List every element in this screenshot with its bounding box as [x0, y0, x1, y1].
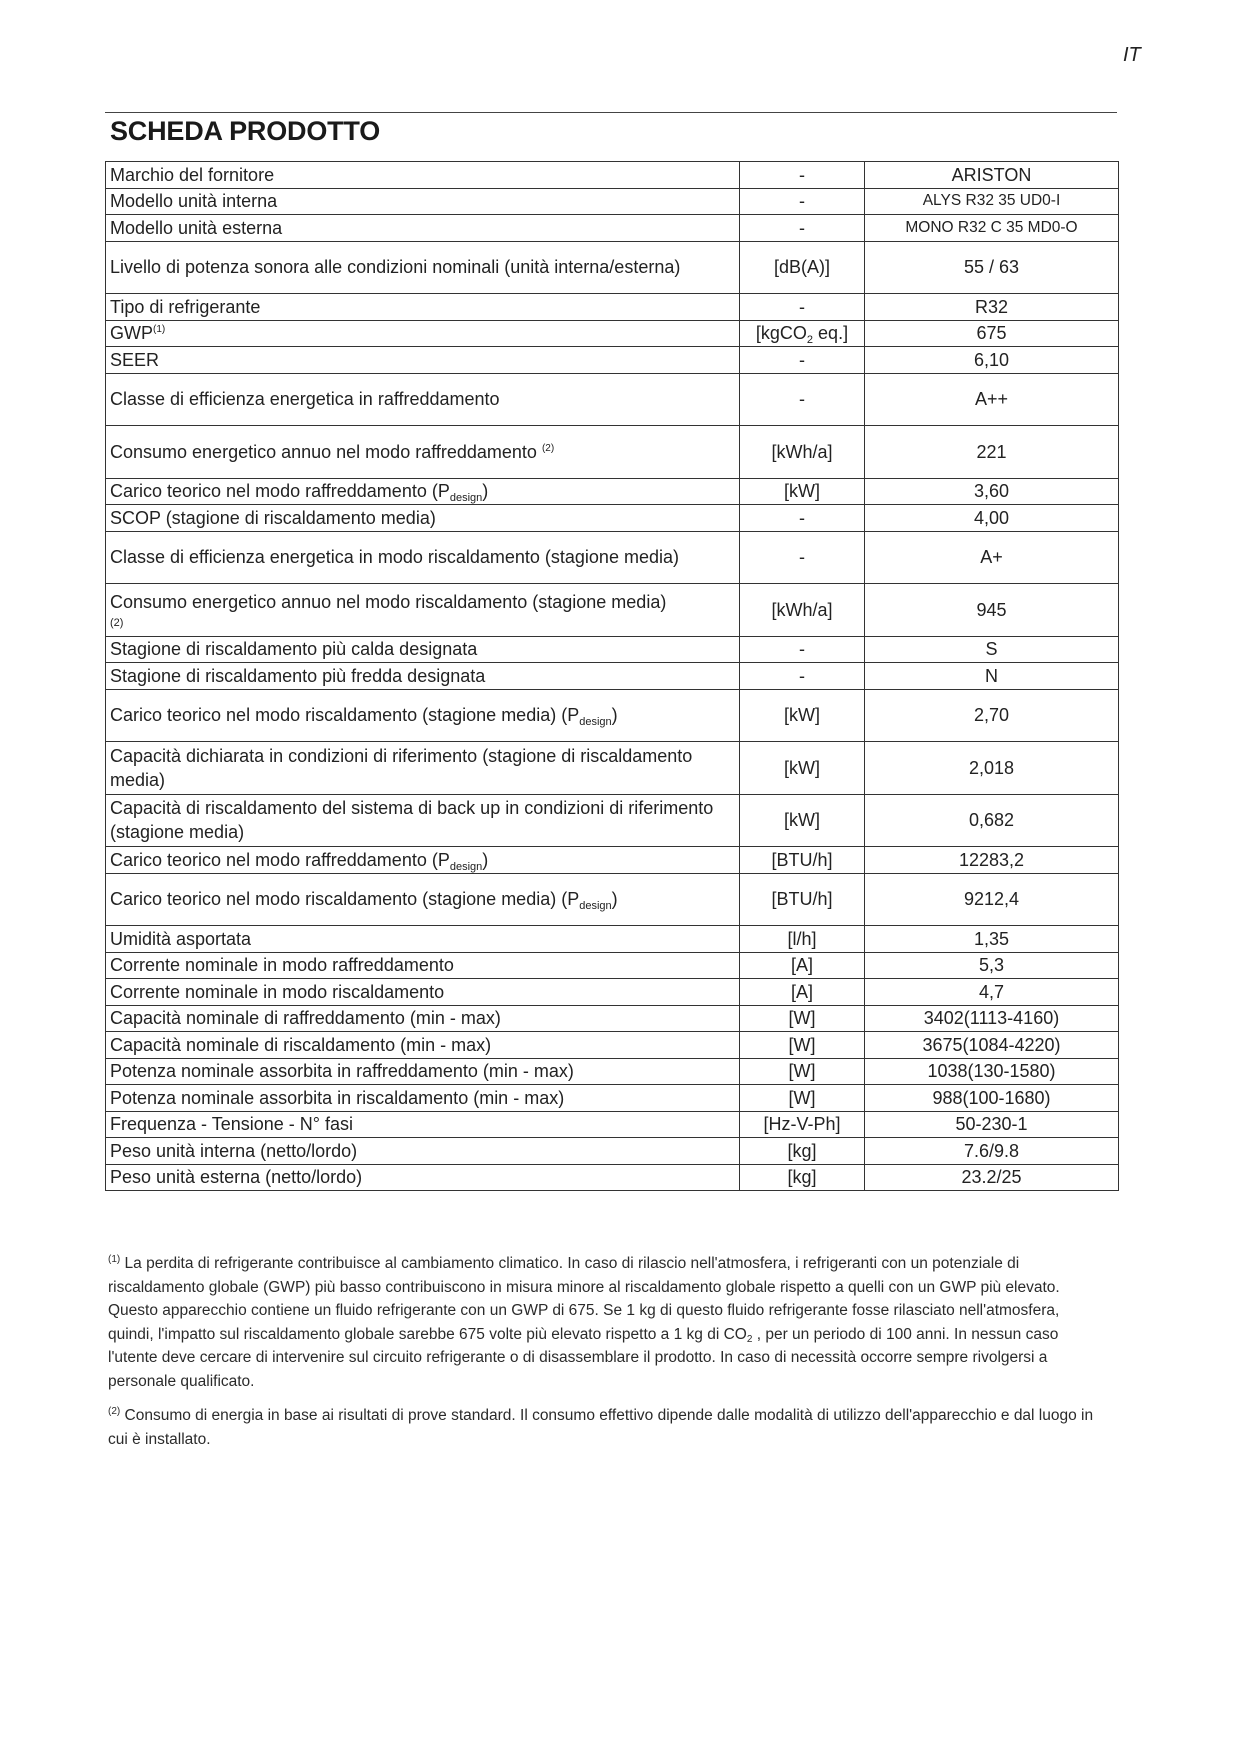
- table-row: [106, 847, 1119, 874]
- row-value: A++: [865, 373, 1119, 426]
- row-unit: [kW]: [740, 794, 865, 847]
- footnote-2: $^{(2)}$ Consumo di energia in base ai risultati di prove standard. Il consumo effettivo dipende dalle modalità di utilizzo dell'apparecchio e dal luogo in cui è installato.: [108, 1406, 1094, 1448]
- table-row: [106, 162, 1119, 189]
- table-row: [106, 215, 1119, 242]
- row-unit: [kWh/a]: [740, 426, 865, 479]
- row-label: SEER: [106, 347, 740, 374]
- row-unit: [kgCO$_2$ eq.]: [740, 320, 865, 347]
- row-label: Classe di efficienza energetica in raffreddamento: [106, 373, 740, 426]
- row-value: 2,018: [865, 742, 1119, 795]
- row-unit: -: [740, 347, 865, 374]
- row-unit: [dB(A)]: [740, 241, 865, 294]
- table-row: [106, 663, 1119, 690]
- table-row: [106, 1005, 1119, 1032]
- row-label: Capacità nominale di raffreddamento (min - max): [106, 1005, 740, 1032]
- row-value: 988(100-1680): [865, 1085, 1119, 1112]
- table-row: [106, 689, 1119, 742]
- row-value: 0,682: [865, 794, 1119, 847]
- row-unit: -: [740, 215, 865, 242]
- row-value: 7.6/9.8: [865, 1138, 1119, 1165]
- row-label: Capacità di riscaldamento del sistema di back up in condizioni di riferimento (stagione media): [106, 794, 740, 847]
- row-value: R32: [865, 294, 1119, 321]
- row-label: Tipo di refrigerante: [106, 294, 740, 321]
- table-row: [106, 505, 1119, 532]
- row-value: MONO R32 C 35 MD0-O: [865, 215, 1119, 242]
- row-value: ARISTON: [865, 162, 1119, 189]
- row-label: Peso unità interna (netto/lordo): [106, 1138, 740, 1165]
- footnote-ref: (1): [153, 324, 166, 336]
- row-unit: [kWh/a]: [740, 584, 865, 637]
- row-label: Carico teorico nel modo raffreddamento $(P_{design})$: [106, 847, 740, 874]
- row-label: Capacità dichiarata in condizioni di riferimento (stagione di riscaldamento media): [106, 742, 740, 795]
- row-label: Classe di efficienza energetica in modo riscaldamento (stagione media): [106, 531, 740, 584]
- page-title: SCHEDA PRODOTTO: [110, 116, 381, 146]
- table-row: [106, 636, 1119, 663]
- row-label: Carico teorico nel modo riscaldamento (stagione media) $(P_{design})$: [106, 873, 740, 926]
- row-unit: [BTU/h]: [740, 873, 865, 926]
- row-label: Corrente nominale in modo riscaldamento: [106, 979, 740, 1006]
- row-label: Potenza nominale assorbita in raffreddamento (min - max): [106, 1058, 740, 1085]
- footnote-marker: (1): [108, 1254, 121, 1265]
- table-row: [106, 926, 1119, 953]
- row-label: Stagione di riscaldamento più calda designata: [106, 636, 740, 663]
- table-row: [106, 794, 1119, 847]
- row-label: GWP$^{(1)}$: [106, 320, 740, 347]
- row-unit: [W]: [740, 1058, 865, 1085]
- row-unit: [kg]: [740, 1138, 865, 1165]
- table-row: [106, 426, 1119, 479]
- row-label: Consumo energetico annuo nel modo riscaldamento (stagione media) (2): [106, 584, 740, 637]
- table-row: [106, 873, 1119, 926]
- row-label: Consumo energetico annuo nel modo raffreddamento $^{(2)}$: [106, 426, 740, 479]
- row-value: 6,10: [865, 347, 1119, 374]
- row-label: Umidità asportata: [106, 926, 740, 953]
- row-unit: [A]: [740, 952, 865, 979]
- row-value: 9212,4: [865, 873, 1119, 926]
- row-value: 4,7: [865, 979, 1119, 1006]
- table-row: [106, 320, 1119, 347]
- footnote-marker: (2): [108, 1406, 121, 1417]
- table-row: [106, 584, 1119, 637]
- row-value: 3675(1084-4220): [865, 1032, 1119, 1059]
- footnote-ref: (2): [541, 442, 555, 454]
- table-row: [106, 294, 1119, 321]
- row-unit: -: [740, 636, 865, 663]
- row-label: Corrente nominale in modo raffreddamento: [106, 952, 740, 979]
- row-unit: [W]: [740, 1005, 865, 1032]
- row-unit: [kW]: [740, 742, 865, 795]
- row-unit: -: [740, 663, 865, 690]
- table-row: [106, 347, 1119, 374]
- row-label: Marchio del fornitore: [106, 162, 740, 189]
- row-value: ALYS R32 35 UD0-I: [865, 188, 1119, 215]
- row-value: 5,3: [865, 952, 1119, 979]
- row-value: 1038(130-1580): [865, 1058, 1119, 1085]
- table-row: [106, 1111, 1119, 1138]
- footnote-ref: (2): [110, 616, 124, 629]
- table-row: [106, 531, 1119, 584]
- row-unit: -: [740, 188, 865, 215]
- row-unit: [l/h]: [740, 926, 865, 953]
- table-row: [106, 952, 1119, 979]
- table-row: [106, 1164, 1119, 1191]
- row-label: Modello unità esterna: [106, 215, 740, 242]
- table-row: [106, 1058, 1119, 1085]
- table-row: [106, 1032, 1119, 1059]
- row-label: Livello di potenza sonora alle condizioni nominali (unità interna/esterna): [106, 241, 740, 294]
- row-value: 3,60: [865, 478, 1119, 505]
- table-row: [106, 241, 1119, 294]
- row-label: SCOP (stagione di riscaldamento media): [106, 505, 740, 532]
- table-row: [106, 742, 1119, 795]
- row-value: 675: [865, 320, 1119, 347]
- row-value: S: [865, 636, 1119, 663]
- row-value: 50-230-1: [865, 1111, 1119, 1138]
- row-value: 1,35: [865, 926, 1119, 953]
- row-label: Frequenza - Tensione - N° fasi: [106, 1111, 740, 1138]
- row-label: Carico teorico nel modo riscaldamento (stagione media) $(P_{design})$: [106, 689, 740, 742]
- table-row: [106, 373, 1119, 426]
- table-row: [106, 478, 1119, 505]
- header-rule: [105, 112, 1117, 113]
- row-value: 12283,2: [865, 847, 1119, 874]
- row-unit: [W]: [740, 1085, 865, 1112]
- row-label: Peso unità esterna (netto/lordo): [106, 1164, 740, 1191]
- row-unit: [kW]: [740, 689, 865, 742]
- row-value: N: [865, 663, 1119, 690]
- row-label: Potenza nominale assorbita in riscaldamento (min - max): [106, 1085, 740, 1112]
- row-unit: [A]: [740, 979, 865, 1006]
- row-value: 221: [865, 426, 1119, 479]
- row-value: 55 / 63: [865, 241, 1119, 294]
- row-value: 4,00: [865, 505, 1119, 532]
- table-row: [106, 979, 1119, 1006]
- row-unit: -: [740, 294, 865, 321]
- row-unit: [kW]: [740, 478, 865, 505]
- row-label: Stagione di riscaldamento più fredda designata: [106, 663, 740, 690]
- row-unit: [Hz-V-Ph]: [740, 1111, 865, 1138]
- row-value: 3402(1113-4160): [865, 1005, 1119, 1032]
- language-tag: IT: [1123, 44, 1141, 66]
- product-spec-table: [105, 161, 1119, 1191]
- row-label: Carico teorico nel modo raffreddamento $(P_{design})$: [106, 478, 740, 505]
- row-label: Modello unità interna: [106, 188, 740, 215]
- row-value: A+: [865, 531, 1119, 584]
- row-value: 23.2/25: [865, 1164, 1119, 1191]
- row-value: 2,70: [865, 689, 1119, 742]
- table-row: [106, 188, 1119, 215]
- row-unit: [W]: [740, 1032, 865, 1059]
- row-unit: [kg]: [740, 1164, 865, 1191]
- footnote-1: $^{(1)}$ La perdita di refrigerante contribuisce al cambiamento climatico. In caso di rilascio nell'atmosfera, i refrigeranti con un potenziale di riscaldamento globale (GWP) più basso contribuiscono in misura minore al riscaldamento globale rispetto a quelli con un GWP più elevato. Questo apparecchio contiene un fluido refrigerante con un GWP di 675. Se 1 kg di questo fluido refrigerante fosse rilasciato nell'atmosfera, quindi, l'impatto sul riscaldamento globale sarebbe 675 volte più elevato rispetto a 1 kg di $CO_2$ , per un periodo di 100 anni. In nessun caso l'utente deve cercare di intervenire sul circuito refrigerante o di disassemblare il prodotto. In caso di necessità occorre sempre rivolgersi a personale qualificato.: [108, 1254, 1060, 1390]
- row-unit: -: [740, 373, 865, 426]
- row-value: 945: [865, 584, 1119, 637]
- table-row: [106, 1085, 1119, 1112]
- row-unit: [BTU/h]: [740, 847, 865, 874]
- table-row: [106, 1138, 1119, 1165]
- row-label: Capacità nominale di riscaldamento (min - max): [106, 1032, 740, 1059]
- footnotes: [108, 1252, 1108, 1462]
- row-unit: -: [740, 531, 865, 584]
- row-unit: -: [740, 162, 865, 189]
- row-unit: -: [740, 505, 865, 532]
